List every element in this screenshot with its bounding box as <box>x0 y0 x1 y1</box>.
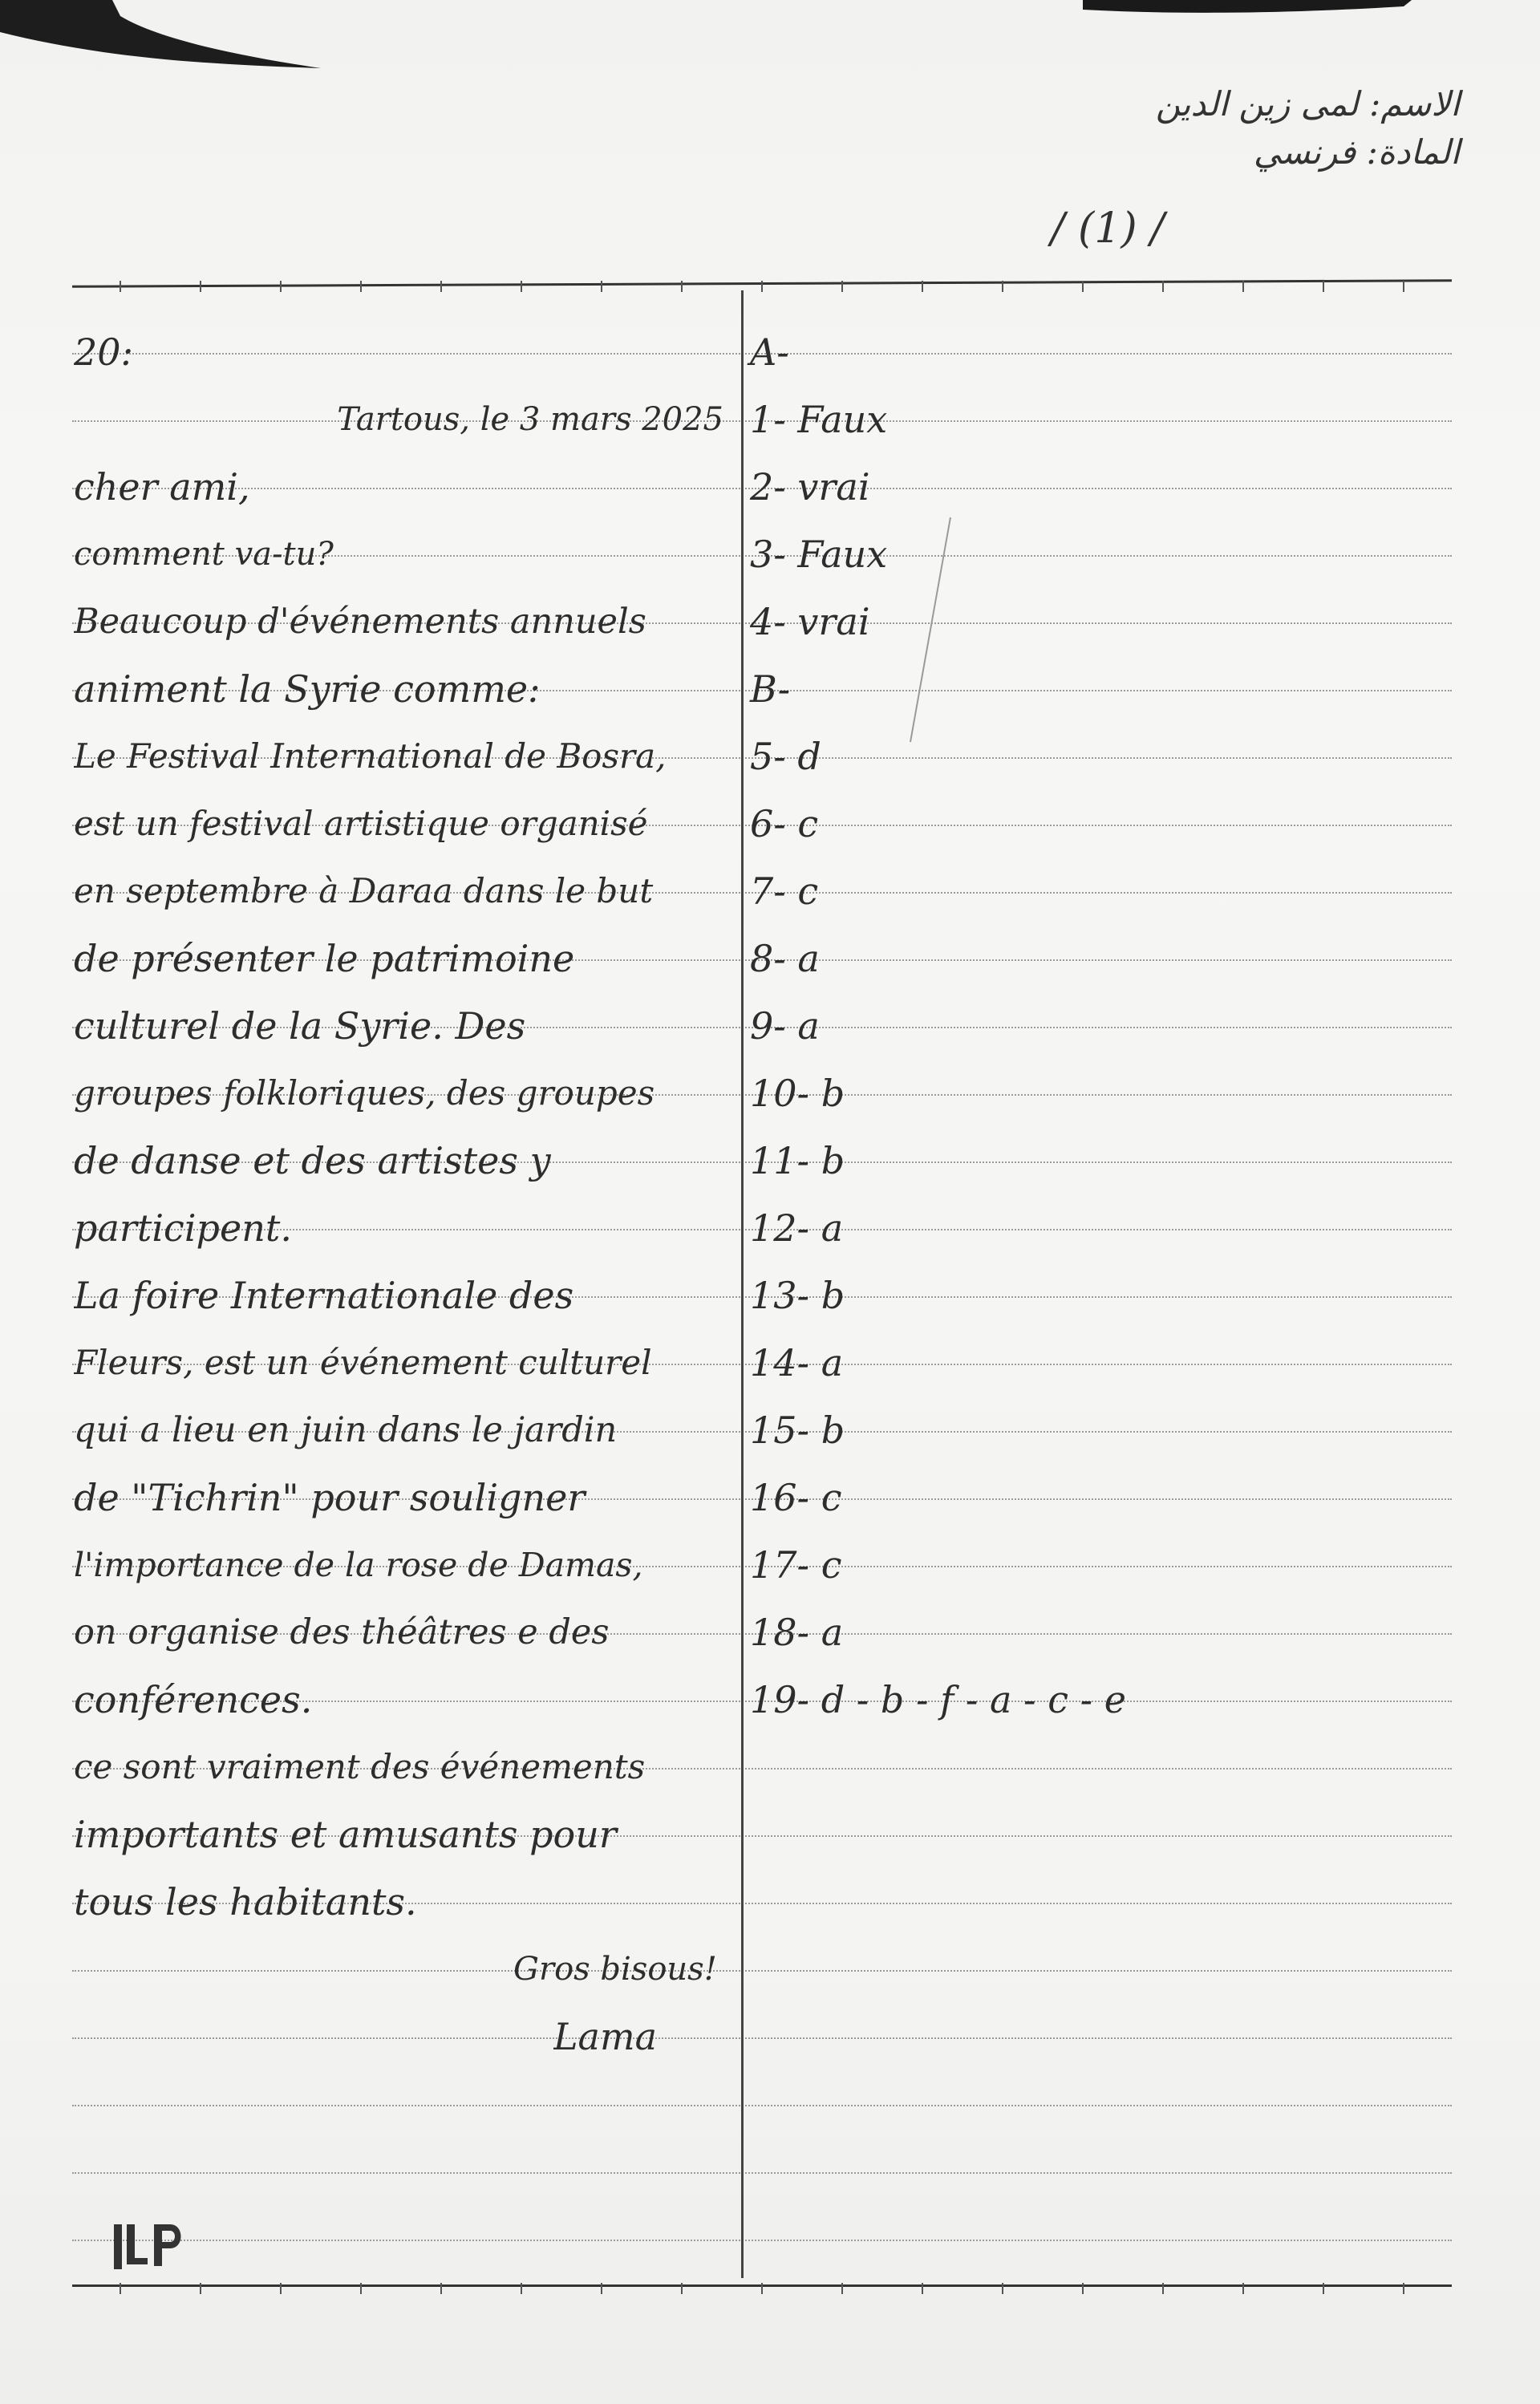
answer-item: 18- a <box>750 1611 844 1654</box>
ruled-line <box>72 2240 1452 2241</box>
letter-line: culturel de la Syrie. Des <box>74 1004 526 1048</box>
answer-item: 4- vrai <box>750 600 870 643</box>
answer-item: 1- Faux <box>750 398 888 441</box>
answer-item: 9- a <box>750 1004 820 1048</box>
answer-item: 14- a <box>750 1341 844 1384</box>
answer-item-ordering: 19- d - b - f - a - c - e <box>750 1678 1126 1721</box>
section-b-label: B- <box>750 667 791 711</box>
top-ruler-ticks <box>72 278 1452 295</box>
answer-item: 12- a <box>750 1206 844 1250</box>
answer-item: 17- c <box>750 1543 842 1587</box>
letter-line: Fleurs, est un événement culturel <box>74 1343 652 1382</box>
place-date: Tartous, le 3 mars 2025 <box>337 401 723 438</box>
letter-line: on organise des théâtres e des <box>74 1612 610 1652</box>
letter-line: conférences. <box>74 1678 313 1721</box>
ruled-line <box>72 2105 1452 2106</box>
answer-item: 6- c <box>750 802 819 845</box>
letter-line: Le Festival International de Bosra, <box>74 736 667 776</box>
letter-line: importants et amusants pour <box>74 1813 617 1856</box>
letter-line: en septembre à Daraa dans le but <box>74 871 654 910</box>
letter-line: groupes folkloriques, des groupes <box>74 1073 655 1113</box>
answer-item: 16- c <box>750 1476 842 1519</box>
answer-item: 7- c <box>750 870 819 913</box>
page-number: / (1) / <box>1051 205 1165 253</box>
letter-line: La foire Internationale des <box>74 1274 574 1317</box>
letter-signature: Lama <box>553 2015 658 2058</box>
answer-item: 2- vrai <box>750 465 870 509</box>
answer-item: 10- b <box>750 1072 845 1115</box>
letter-line: de "Tichrin" pour souligner <box>74 1476 586 1519</box>
student-header <box>1043 80 1460 176</box>
question-label: 20: <box>74 330 134 374</box>
letter-line: cher ami, <box>74 465 250 509</box>
letter-line: comment va-tu? <box>74 536 334 573</box>
letter-line: animent la Syrie comme: <box>74 667 541 711</box>
letter-line: de présenter le patrimoine <box>74 937 575 980</box>
subject-name: المادة: فرنسي <box>1253 132 1460 172</box>
letter-line: l'importance de la rose de Damas, <box>74 1546 643 1584</box>
section-a-label: A- <box>750 330 789 374</box>
answer-item: 3- Faux <box>750 533 888 576</box>
answer-item: 15- b <box>750 1409 845 1452</box>
student-name: الاسم: لمى زين الدين <box>1155 84 1460 124</box>
answer-item: 13- b <box>750 1274 845 1317</box>
letter-line: est un festival artistique organisé <box>74 804 648 843</box>
ruled-line <box>72 2172 1452 2174</box>
column-divider <box>741 290 744 2278</box>
ilp-logo <box>112 2218 209 2274</box>
letter-line: ce sont vraiment des événements <box>74 1747 646 1786</box>
letter-line: participent. <box>74 1206 292 1250</box>
letter-line: tous les habitants. <box>74 1880 417 1924</box>
ruled-line <box>72 1970 1452 1972</box>
answer-item: 5- d <box>750 735 821 778</box>
bottom-ruler-ticks <box>72 2280 1452 2297</box>
answer-item: 8- a <box>750 937 820 980</box>
letter-line: Beaucoup d'événements annuels <box>74 602 646 642</box>
letter-line: qui a lieu en juin dans le jardin <box>74 1410 618 1450</box>
letter-line: de danse et des artistes y <box>74 1139 551 1182</box>
answer-item: 11- b <box>750 1139 845 1182</box>
letter-closing: Gros bisous! <box>513 1951 717 1988</box>
